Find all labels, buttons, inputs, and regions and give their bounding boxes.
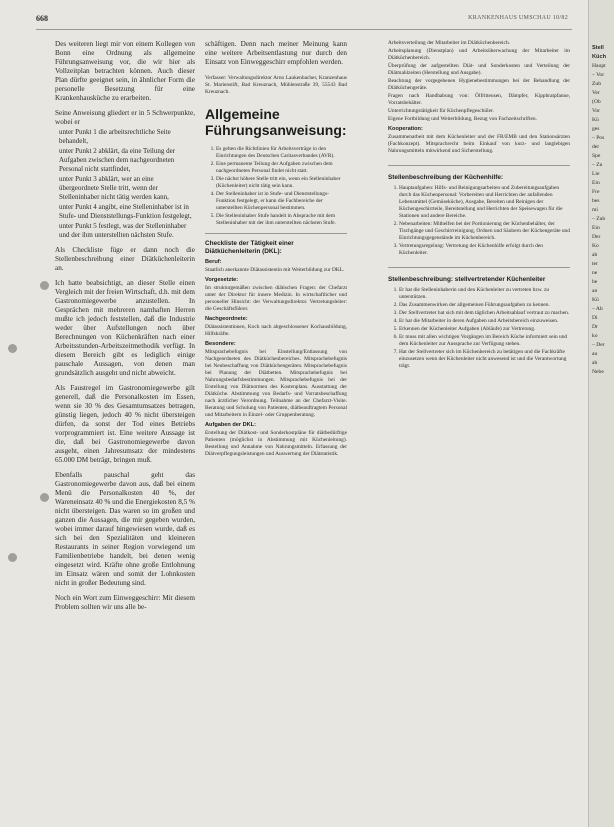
list-item: unter Punkt 4 angibt, eine Stelleninhaber ist in Stufe- und Dienststellungs-Funktion festgelegt, (59, 203, 192, 220)
text-fragment: ne (592, 270, 598, 276)
punch-hole (8, 344, 17, 353)
list-item: 3. Der Stellvertreter hat sich mit dem täglichen Arbeitsablauf vertraut zu machen. (399, 310, 570, 317)
page-number: 668 (36, 14, 48, 23)
list-item: 3. Vertretungsregelung: Vertretung der Küchenhilfe erfolgt durch den Küchenleiter. (399, 243, 570, 257)
checklist-text: Mitsprachebefugnis bei Einstellung/Entlassung von Nachgeordneten des Diätküchenbereiches. Mitsprachebefugnis bei Neubeschaffung von Diätküchengeräten. Mitsprachebefugnis bei Planung der Diätbetten. Mitsprachebefugnis bei Nahrungsbedarfsbestimmungen. Mitsprachebefugnis bei der Erstellung von Diätnormen des Kostenplans. Ausstattung der Diätküche. Abstimmung von Bedarfs- und Vorratsbeschaffung nach ärztlicher Verordnung. Teilnahme an der Chefarzt-Visite. Beratung und Schulung von Patienten, diätbeauftragtem Personal und Mitarbeitern in Einzel- oder Gruppenberatung. (205, 349, 347, 418)
list-item: 5. Erkennen der Küchenleiter Aufgaben (Abläufe) zur Vertretung. (399, 326, 570, 333)
paragraph: Des weiteren liegt mir von einem Kollegen von Bonn eine Ordnung als allgemeine Führungsanweisung vor, die wir hier als Vollzeitplan betrachten können. Auch dieser Plan dürfte geeignet sein, in ähnlicher Form die personelle Besetzung für eine Krankenhausküche zu erarbeiten. (55, 40, 195, 102)
list-item: unter Punkt 3 abklärt, wer an eine übergeordnete Stelle tritt, wenn der Stelleninhaber nicht tätig werden kann, (59, 175, 169, 201)
guideline-list (205, 146, 347, 227)
text-fragment: – Pos (592, 135, 605, 141)
column-1 (55, 40, 195, 815)
paragraph: Noch ein Wort zum Einweggeschirr: Mit diesem Problem sollten wir uns alle be- (55, 594, 195, 611)
divider (388, 165, 570, 166)
column-2 (205, 40, 347, 815)
checklist-label: Aufgaben der DKL: (205, 422, 256, 428)
text-fragment: – Vor (592, 72, 605, 78)
text-fragment: Fre (592, 189, 600, 195)
text-fragment: Vor (592, 108, 600, 114)
list-item: 2. Das Zusammenwirken der allgemeinen Führungsaufgaben zu kennen. (399, 302, 570, 309)
text-fragment: Ver (592, 90, 600, 96)
list-item: 4. Der Stelleninhaber ist in Stufe- und Dienststellungs-Funktion festgelegt, er kann die Fachbereiche der unterstellten Küchenpersonal bestimmen. (216, 191, 347, 212)
list-item: Arbeitsverteilung der Mitarbeiter im Diätküchenbereich. (388, 40, 510, 46)
page-header (0, 14, 588, 28)
text-fragment: au (592, 351, 598, 357)
text-fragment: Ein (592, 180, 600, 186)
text-fragment: be (592, 279, 598, 285)
list-item: Unterrichtungstätigkeit für Küchenpflegeschüler. (388, 108, 494, 114)
list-item: 6. Er muss mit allen wichtigen Vorgängen im Bereich Küche informiert sein und dem Küchenleiter zur Aussprache zur Verfügung stehen. (399, 334, 570, 348)
list-item: unter Punkt 5 festlegt, was der Stelleninhaber und der ihm unterstellten nächsten Stufe. (59, 222, 187, 239)
list-item: Eigene Fortbildung und Weiterbildung, Bezug von Fachzeitschriften. (388, 116, 537, 122)
duty-list (388, 40, 570, 123)
checklist-heading: Checkliste der Tätigkeit einer Diätküchenleiterin (DKL): (205, 240, 294, 255)
text-fragment: ab (592, 252, 598, 258)
adjacent-page-text (589, 44, 614, 377)
list-item: Arbeitsplanung (Dienstplan) und Arbeitsüberwachung der Mitarbeiter im Diätküchenbereich. (388, 48, 570, 61)
checklist-label: Nachgeordnete: (205, 316, 248, 322)
list-item: Überprüfung der aufgestellten Diät- und Sonderkosten und Verteilung der Diätmahlzeiten (Herstellung und Ausgabe). (388, 63, 570, 76)
text-fragment: ter (592, 261, 598, 267)
author-note: Verfasser: Verwaltungsdirektor Arno Laukenbacher, Kranzenhaus St. Marienstift, Bad Kreuznach, Mühlenstraße 39, 55543 Bad Kreuznach. (205, 75, 347, 95)
text-fragment: Spe (592, 153, 601, 159)
section-heading: Stellenbeschreibung der Küchenhilfe: (388, 174, 504, 181)
list-item: Beachtung der vorgegebenen Hygienebestimmungen bei der Behandlung der Diätküchengeräte. (388, 78, 570, 91)
text-fragment: ab (592, 360, 598, 366)
checklist (205, 259, 347, 458)
punch-hole (40, 493, 49, 502)
list-item: 4. Er hat die Mitarbeiter in deren Aufgaben und Arbeitsbereich einzuweisen. (399, 318, 570, 325)
section-heading: Stellenbeschreibung: stellvertretender Küchenleiter (388, 276, 546, 283)
checklist-label: Vorgesetzte: (205, 277, 239, 283)
text-fragment: Der (592, 234, 601, 240)
checklist-text: Diätassistentinnen, Koch nach abgeschlossener Kochausbildung, Hilfskräfte. (205, 324, 347, 337)
text-fragment: – Der (592, 342, 605, 348)
checklist-label: Besondere: (205, 341, 236, 347)
text-fragment: Küch (592, 54, 606, 60)
text-fragment: Ko (592, 243, 599, 249)
text-fragment: Dr (592, 324, 598, 330)
list-item: 7. Hat der Stellvertreter sich im Küchenbereich zu betätigen und die Fachkräfte einzusetzen wenn der Küchenleiter nicht anwesend ist und die Verantwortung trägt. (399, 349, 570, 370)
list-item: 1. Hauptaufgaben: Hilfs- und Reinigungsarbeiten und Zubereitungsaufgaben durch das Küchenpersonal: Vorbereiten und Herrichten der anfallenden Lebensmittel (Gemüseküche), Ausgabe, Bereiten und Reinigen der Küchengeschirrteile, Bereitstellung und Herrichten der Speisewagen für die Stationen und andere Bereiche. (399, 185, 570, 220)
list-item: 2. Eine permanente Teilung der Aufgaben zwischen dem nachgeordneten Personal findet nicht statt. (216, 161, 347, 175)
adjacent-page-edge (588, 0, 614, 827)
checklist-text: Im strukturgemäßen zwischen diätischen Fragen: der Chefarzt unter der Direktor für innere Medizin. In wirtschaftlicher und personeller Hinsicht: der Verwaltungsdirektor. Vertretungsleiter: die Geschäftsführer. (205, 285, 347, 312)
section-heading: Allgemeine Führungsanweisung: (205, 106, 347, 138)
column-3 (388, 40, 570, 815)
punch-hole (8, 553, 17, 562)
text-fragment: bes (592, 198, 600, 204)
text-fragment: Kü (592, 297, 599, 303)
text-fragment: Ein (592, 225, 600, 231)
text-fragment: ko (592, 333, 598, 339)
punch-hole (40, 281, 49, 290)
text-fragment: an (592, 288, 598, 294)
paragraph: Als Faustregel im Gastronomiegewerbe gilt generell, daß die Personalkosten im Essen, wenn sie 30 % des Gesamtumsatzes betragen, günstig liegen, jedoch 40 % nicht übersteigen dürfen, da sonst der Tod eines Betriebs vorprogrammiert ist. Eine weitere Aussage ist die, daß bei Gastronomiegewerbe davon ausgeht, einen Jahresumsatz der mindestens 65.000 DM beträgt, bringen muß. (55, 384, 195, 464)
paragraph: Ebenfalls pauschal geht das Gastronomiegewerbe davon aus, daß bei einem Menü die Personalkosten 40 %, der Wareneinsatz 40 % und die Energiekosten 8,5 % nicht übersteigen. Das waren so im großen und ganzen die Aussagen, die mir gegeben wurden, wobei immer darauf hingewiesen wurde, daß es sich bei den Spezialitäten und kleineren Restaurants in seiner Region vorwiegend um Familienbetriebe handelt, bei denen wenig eingesetzt wird. Kräfte ohne große Entlohnung im Einsatz wären und somit der Lohnkosten nicht in großer Bedeutung sind. (55, 471, 195, 587)
text-fragment: (Ob (592, 99, 601, 105)
text-fragment: Zub (592, 81, 602, 87)
text-fragment: mi (592, 207, 598, 213)
text-fragment: – Zub (592, 216, 606, 222)
text-fragment: Kü (592, 117, 599, 123)
paragraph: Ich hatte beabsichtigt, an dieser Stelle einen Vergleich mit der freien Wirtschaft, d.h. mit dem Gastronomiegewerbe anzustellen. In Gesprächen mit mehreren namhaften Herren mußte ich jedoch feststellen, daß die Industrie weder über Aufstellungen noch über Berechnungen von Küchenkräften nach einer Arbeitsstunden-Arbeitszeitmethodik verfügt. In diesem Bereich gibt es lediglich einige pauschale Aussagen, von denen man grundsätzlich ausgeht und nicht abweicht. (55, 279, 195, 377)
header-rule (36, 29, 572, 30)
text-fragment: Di (592, 315, 598, 321)
list-item: Fragen nach Handhabung von: Ölfritteusen, Dämpfer, Kippbratpfanne, Vorratsbehälter. (388, 93, 570, 106)
point-list (55, 128, 195, 240)
deputy-list (388, 287, 570, 370)
paragraph: Als Checkliste füge er dann noch die Stellenbeschreibung einer Diätküchenleiterin an. (55, 246, 195, 272)
text-fragment: ges (592, 126, 600, 132)
text-fragment: – Ab (592, 306, 603, 312)
kitchen-help-list (388, 185, 570, 257)
running-head: KRANKENHAUS UMSCHAU 10/82 (468, 15, 568, 21)
checklist-text: Staatlich anerkannte Diätassistentin mit Weiterbildung zur DKL. (205, 267, 345, 273)
text-fragment: Lie (592, 171, 600, 177)
text-fragment: Stell (592, 45, 604, 51)
list-item: 3. Die nächst höhere Stelle tritt ein, wenn ein Stelleninhaber (Küchenleiter) nicht tätig sein kann. (216, 176, 347, 190)
text-fragment: Haupt (592, 63, 606, 69)
list-item: unter Punkt 2 abklärt, da eine Teilung der Aufgaben zwischen dem nachgeordneten Personal nicht stattfindet, (59, 147, 176, 173)
list-item: 5. Die Stelleninhaber Stufe handelt in Absprache mit dem Stelleninhaber mit der ihm unterstellten nächsten Stufe. (216, 213, 347, 227)
text-fragment: – Zu (592, 162, 603, 168)
list-item: 1. Es gelten die Richtlinien für Arbeitsverträge in den Einrichtungen des Deutschen Caritasverbandes (AVR). (216, 146, 347, 160)
text-fragment: der (592, 144, 600, 150)
divider (205, 233, 347, 234)
checklist-label: Beruf: (205, 259, 222, 265)
divider (388, 267, 570, 268)
cooperation-text: Zusammenarbeit mit dem Küchenleiter und der FR/EMB und den Stationsärzten (Fachkonzept). Mitsprachrecht beim Einkauf von kurz- und langlebigen Nahrungsmitteln mitwirkend und Sicherstellung. (388, 134, 570, 154)
list-item: 2. Nebenarbeiten: Mithelfen bei der Portionierung der Küchenbehälter, der Tischgänge und Geschirrreinigung, Ordnen und Säubern der Küchengeräte und Einrichtungsgegenstände im Küchenbereich. (399, 221, 570, 242)
cooperation-label: Kooperation: (388, 126, 423, 132)
text-fragment: Nebe (592, 369, 604, 375)
list-item: unter Punkt 1 die arbeitsrechtliche Seite behandelt, (59, 128, 171, 145)
paragraph: Seine Anweisung gliedert er in 5 Schwerpunkte, wobei er (55, 109, 195, 126)
checklist-text: Erstellung der Diätkost- und Sonderkostpläne für diätbedürftige Patienten (möglichst in Abstimmung mit Küchenleitung). Bestellung und Annahme von Nahrungsmitteln. Erfassung der Diätverpflegungsleistungen und Auswertung der Diätstatistik. (205, 430, 347, 457)
paragraph: schäftigen. Denn nach meiner Meinung kann eine weitere Arbeitsentlastung nur durch den Einsatz von Einweggeschirr empfohlen werden. (205, 40, 347, 66)
list-item: 1. Er hat die Stelleninhaberin und den Küchenleiter zu vertreten bzw. zu unterstützen. (399, 287, 570, 301)
